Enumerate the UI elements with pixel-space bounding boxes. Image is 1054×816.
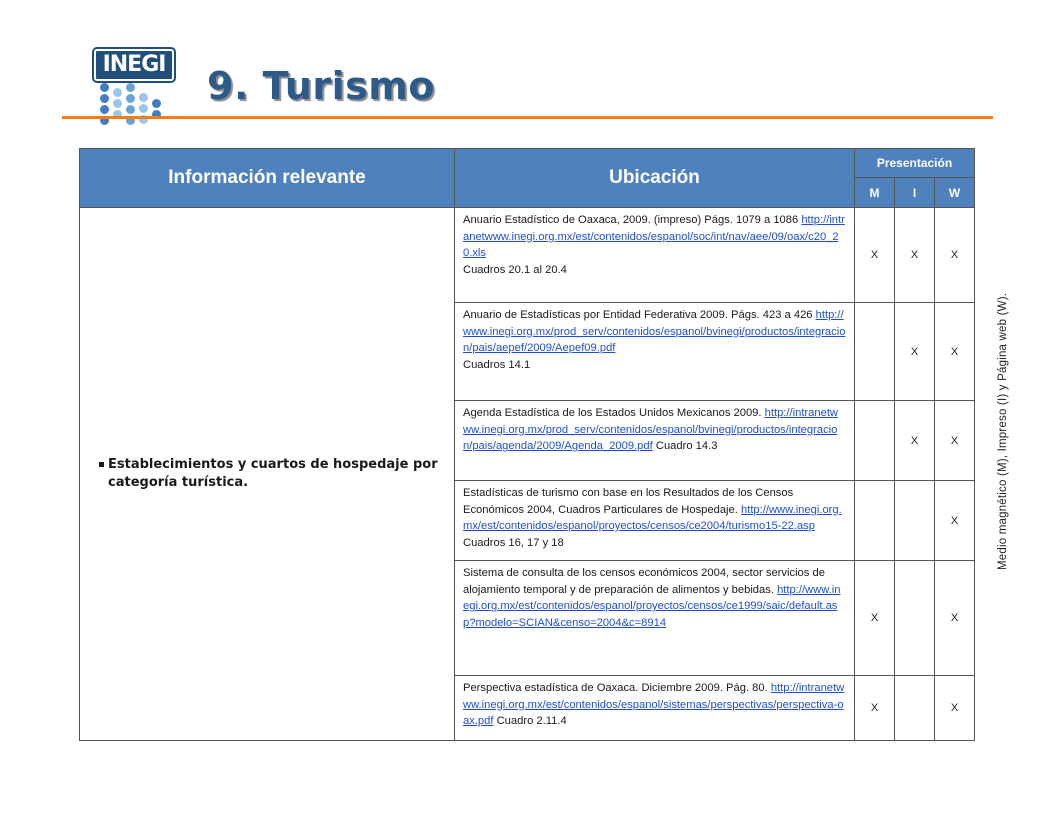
- source-link[interactable]: http://intranetwww.inegi.org.mx/est/contenidos/espanol/sistemas/perspectivas/perspectiva-oax.pdf: [463, 682, 845, 728]
- mark-w: X: [935, 561, 975, 676]
- mark-m: X: [855, 561, 895, 676]
- source-link[interactable]: http://intranetwww.inegi.org.mx/est/contenidos/espanol/soc/int/nav/aee/09/oax/c20_20.xls: [463, 214, 845, 260]
- mark-i: [895, 561, 935, 676]
- source-tables: Cuadro 14.3: [652, 440, 718, 453]
- mark-m: [855, 401, 895, 481]
- location-cell: [455, 561, 855, 676]
- side-note-text: Medio magnético (M), Impreso (I) y Página web (W).: [997, 292, 1009, 570]
- source-tables: Cuadros 20.1 al 20.4: [463, 263, 567, 276]
- source-link[interactable]: http://www.inegi.org.mx/prod_serv/contenidos/espanol/bvinegi/productos/integracion/pais/aepef/2009/Aepef09.pdf: [463, 309, 846, 355]
- info-label: Establecimientos y cuartos de hospedaje por categoría turística.: [108, 457, 438, 490]
- table-row: [80, 208, 975, 303]
- mark-i: [895, 481, 935, 561]
- mark-m: X: [855, 676, 895, 741]
- source-text: Sistema de consulta de los censos económicos 2004, sector servicios de alojamiento temporal y de preparación de alimentos y bebidas.: [463, 567, 825, 596]
- header-col-m: M: [855, 178, 895, 208]
- location-cell: [455, 676, 855, 741]
- mark-w: X: [935, 481, 975, 561]
- info-text: [100, 456, 448, 492]
- header-location: Ubicación: [455, 149, 855, 208]
- source-text: Estadísticas de turismo con base en los Resultados de los Censos Económicos 2004, Cuadros Particulares de Hospedaje.: [463, 487, 794, 516]
- location-cell: [455, 481, 855, 561]
- mark-m: [855, 303, 895, 401]
- source-link[interactable]: http://www.inegi.org.mx/est/contenidos/espanol/proyectos/censos/ce2004/turismo15-22.asp: [463, 503, 842, 533]
- mark-i: X: [895, 208, 935, 303]
- page-title: 9. Turismo: [207, 64, 435, 108]
- header-col-i: I: [895, 178, 935, 208]
- mark-w: X: [935, 676, 975, 741]
- mark-m: X: [855, 208, 895, 303]
- mark-m: [855, 481, 895, 561]
- mark-i: [895, 676, 935, 741]
- mark-w: X: [935, 401, 975, 481]
- logo-text: INEGI: [94, 49, 174, 81]
- info-cell: [80, 208, 455, 741]
- source-text: Perspectiva estadística de Oaxaca. Diciembre 2009. Pág. 80.: [463, 682, 768, 694]
- source-link[interactable]: http://intranetwww.inegi.org.mx/prod_serv/contenidos/espanol/bvinegi/productos/integracion/pais/agenda/2009/Agenda_2009.pdf: [463, 407, 839, 453]
- source-text: Agenda Estadística de los Estados Unidos Mexicanos 2009.: [463, 407, 762, 419]
- source-text: Anuario Estadístico de Oaxaca, 2009. (impreso) Págs. 1079 a 1086: [463, 214, 799, 226]
- location-cell: [455, 401, 855, 481]
- mark-w: X: [935, 208, 975, 303]
- source-tables: Cuadro 2.11.4: [493, 715, 567, 728]
- header-presentation: Presentación: [855, 149, 975, 178]
- source-tables: Cuadros 14.1: [463, 358, 531, 371]
- mark-i: X: [895, 401, 935, 481]
- info-table: [79, 148, 975, 741]
- location-cell: [455, 303, 855, 401]
- mark-w: X: [935, 303, 975, 401]
- source-text: Anuario de Estadísticas por Entidad Federativa 2009. Págs. 423 a 426: [463, 309, 813, 321]
- header-col-w: W: [935, 178, 975, 208]
- source-link[interactable]: http://www.inegi.org.mx/est/contenidos/espanol/proyectos/censos/ce1999/saic/default.asp?modelo=SCIAN&censo=2004&c=8914: [463, 583, 841, 629]
- header-info: Información relevante: [80, 149, 455, 208]
- mark-i: X: [895, 303, 935, 401]
- source-tables: Cuadros 16, 17 y 18: [463, 536, 564, 549]
- bullet-icon: [99, 462, 104, 467]
- side-note: [997, 244, 1013, 574]
- title-underline: [62, 116, 993, 119]
- location-cell: [455, 208, 855, 303]
- logo-dot-grid: [98, 83, 170, 127]
